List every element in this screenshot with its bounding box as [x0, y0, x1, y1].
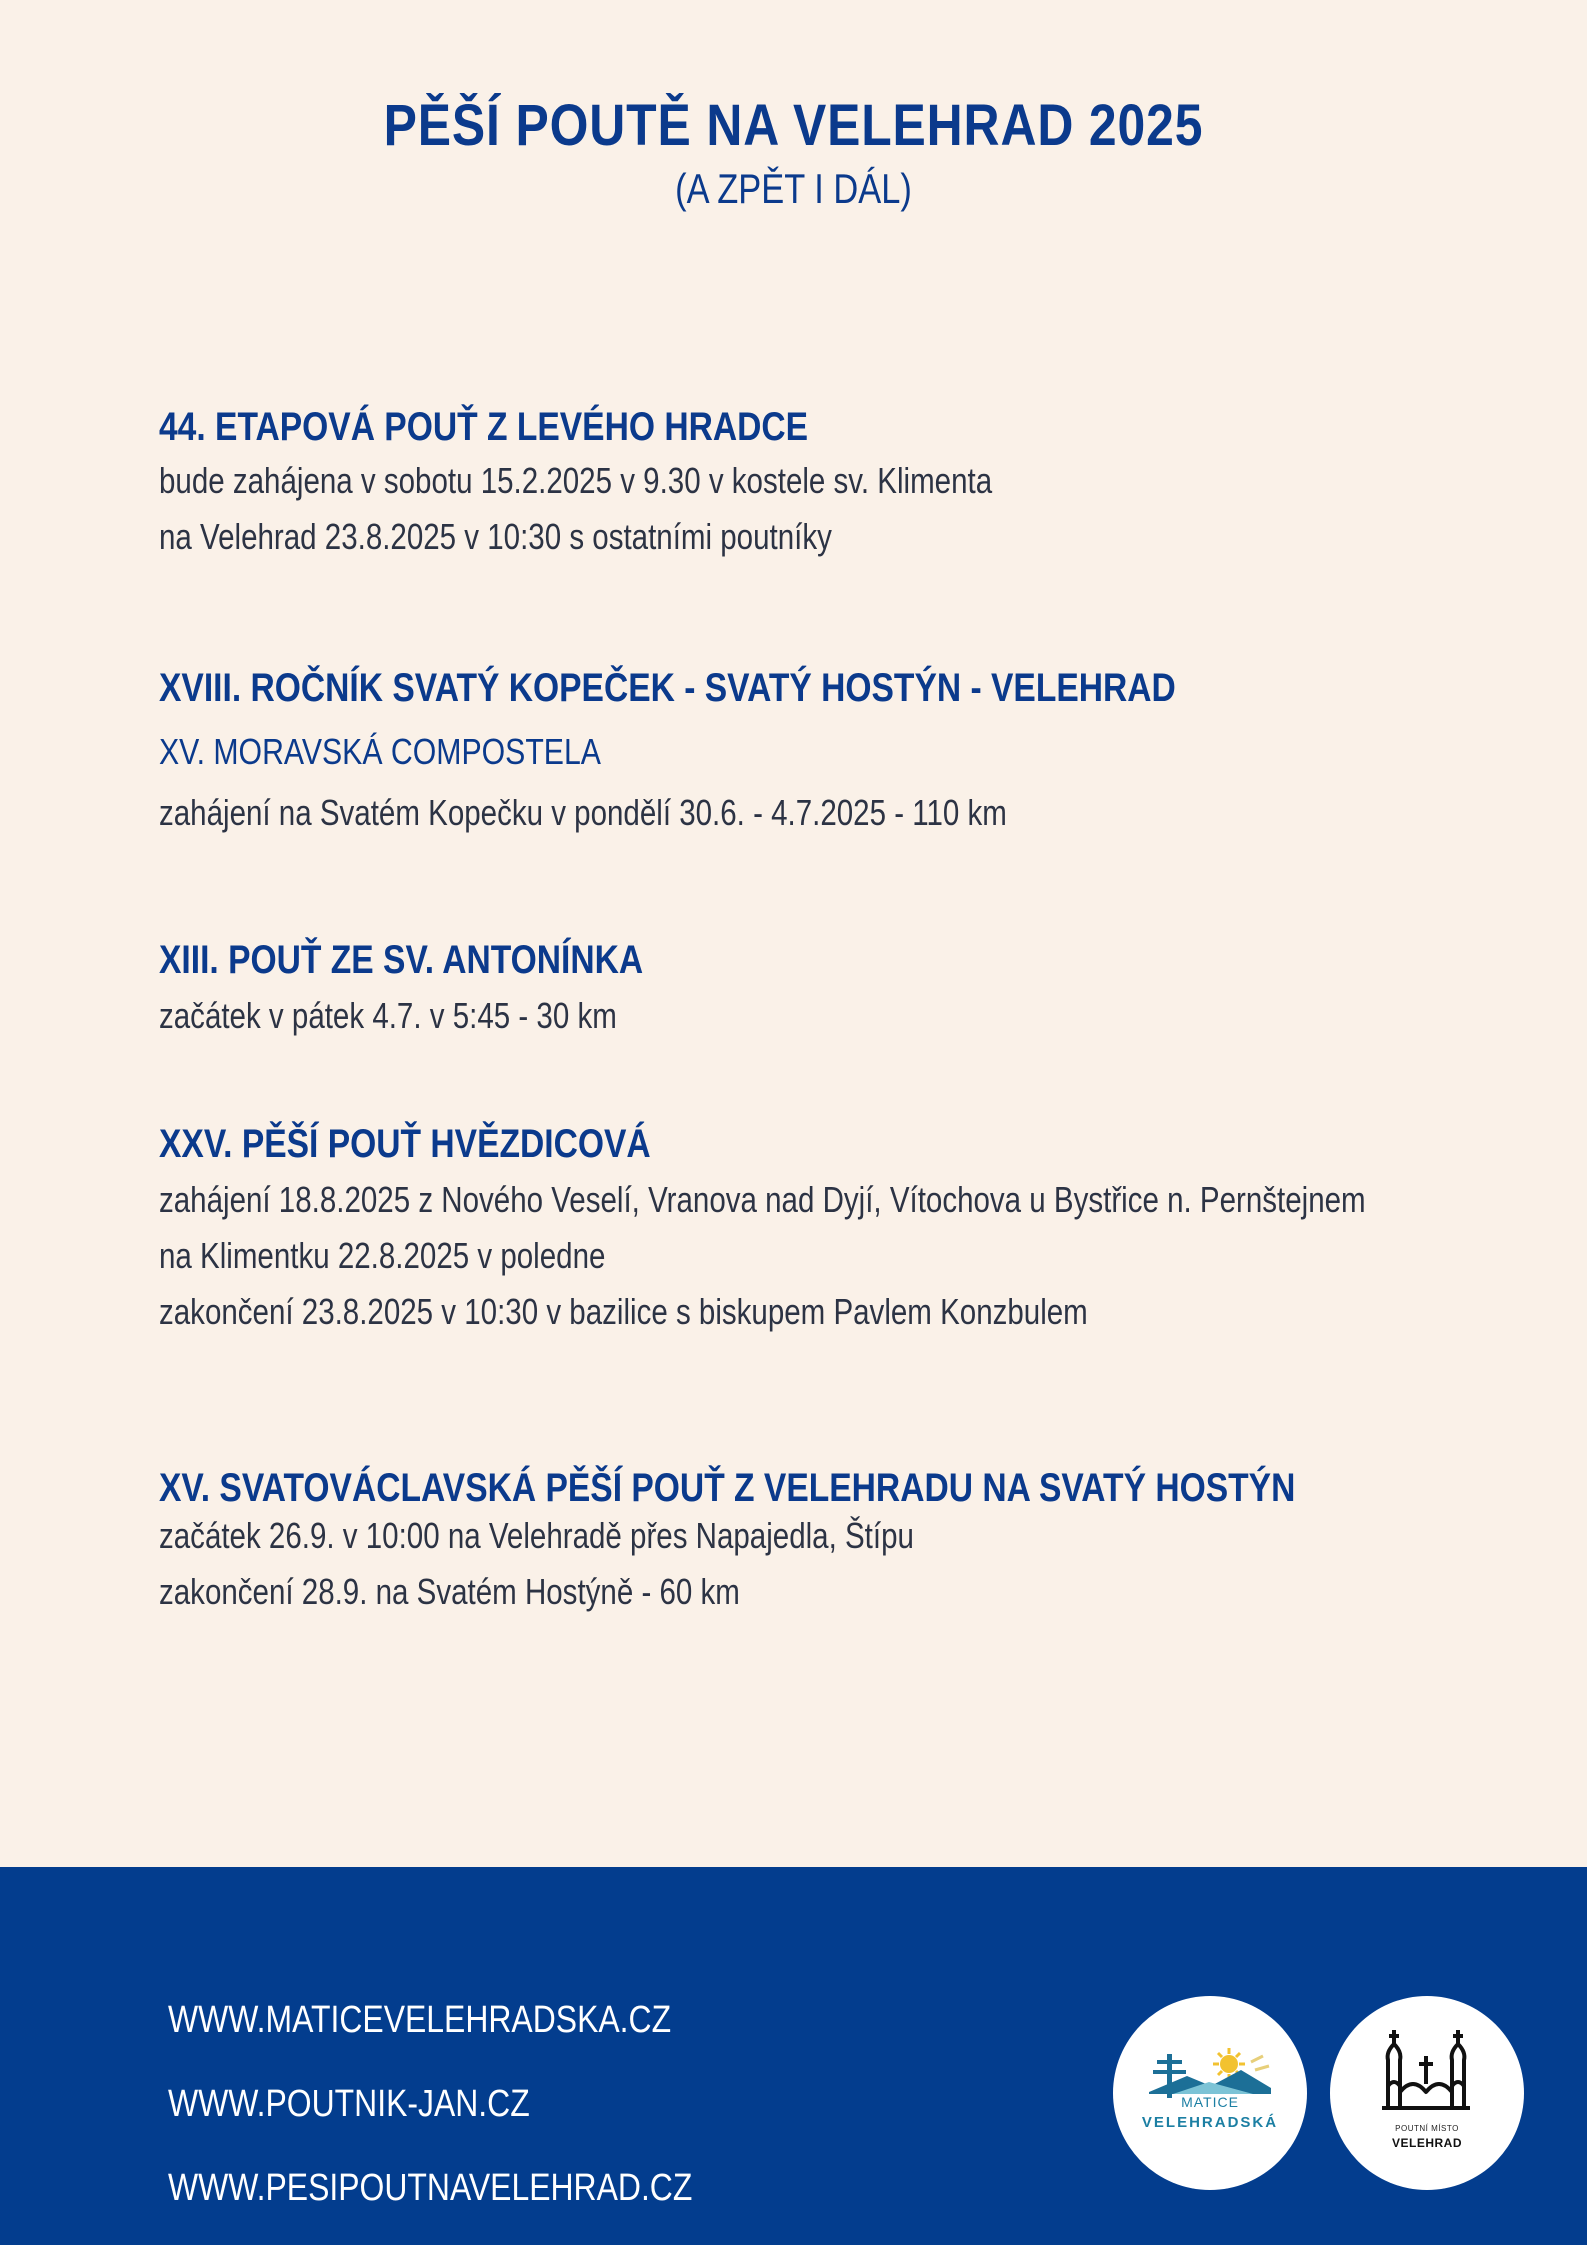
cross-sun-icon	[1113, 1996, 1307, 2190]
section-line: zahájení na Svatém Kopečku v pondělí 30.6. - 4.7.2025 - 110 km	[159, 792, 1007, 834]
section-svaty-kopecek	[159, 664, 1370, 834]
link-maticevelehradska[interactable]: WWW.MATICEVELEHRADSKA.CZ	[168, 1999, 672, 2041]
section-subheading: XV. MORAVSKÁ COMPOSTELA	[159, 731, 601, 772]
section-levy-hradec	[159, 403, 1175, 558]
matice-logo-line1: MATICE	[1181, 2094, 1239, 2110]
section-line: zahájení 18.8.2025 z Nového Veselí, Vranova nad Dyjí, Vítochova u Bystřice n. Pernštejnem	[159, 1179, 1366, 1220]
section-svatovaclavska	[159, 1464, 1512, 1613]
velehrad-logo-small: POUTNÍ MÍSTO	[1395, 2124, 1459, 2133]
page-subtitle: (A ZPĚT I DÁL)	[675, 165, 912, 212]
section-line: začátek 26.9. v 10:00 na Velehradě přes Napajedla, Štípu	[159, 1515, 914, 1556]
link-poutnik-jan[interactable]: WWW.POUTNIK-JAN.CZ	[168, 2083, 530, 2125]
link-pesipoutnavelehrad[interactable]: WWW.PESIPOUTNAVELEHRAD.CZ	[168, 2167, 693, 2209]
section-line: na Klimentku 22.8.2025 v poledne	[159, 1235, 606, 1277]
section-heading: XIII. POUŤ ZE SV. ANTONÍNKA	[159, 938, 644, 982]
section-line: na Velehrad 23.8.2025 v 10:30 s ostatními poutníky	[159, 516, 832, 558]
section-heading: XVIII. ROČNÍK SVATÝ KOPEČEK - SVATÝ HOSTÝN - VELEHRAD	[159, 666, 1176, 710]
matice-velehradska-logo[interactable]	[1113, 1996, 1307, 2190]
section-line: zakončení 23.8.2025 v 10:30 v bazilice s biskupem Pavlem Konzbulem	[159, 1291, 1088, 1333]
poutni-misto-velehrad-logo[interactable]	[1330, 1996, 1524, 2190]
page-title: PĚŠÍ POUTĚ NA VELEHRAD 2025	[383, 93, 1204, 158]
velehrad-logo-big: VELEHRAD	[1391, 2136, 1462, 2150]
basilica-towers-icon	[1330, 1996, 1524, 2190]
matice-logo-line2: VELEHRADSKÁ	[1141, 2114, 1279, 2131]
section-hvezdicova	[159, 1120, 1587, 1334]
section-heading: XXV. PĚŠÍ POUŤ HVĚZDICOVÁ	[159, 1122, 651, 1166]
section-line: zakončení 28.9. na Svatém Hostýně - 60 km	[159, 1571, 740, 1613]
section-heading: 44. ETAPOVÁ POUŤ Z LEVÉHO HRADCE	[159, 405, 809, 449]
section-line: bude zahájena v sobotu 15.2.2025 v 9.30 v kostele sv. Klimenta	[159, 460, 993, 501]
section-line: začátek v pátek 4.7. v 5:45 - 30 km	[159, 995, 617, 1036]
section-heading: XV. SVATOVÁCLAVSKÁ PĚŠÍ POUŤ Z VELEHRADU NA SVATÝ HOSTÝN	[159, 1466, 1296, 1510]
section-antoninek	[159, 936, 735, 1037]
